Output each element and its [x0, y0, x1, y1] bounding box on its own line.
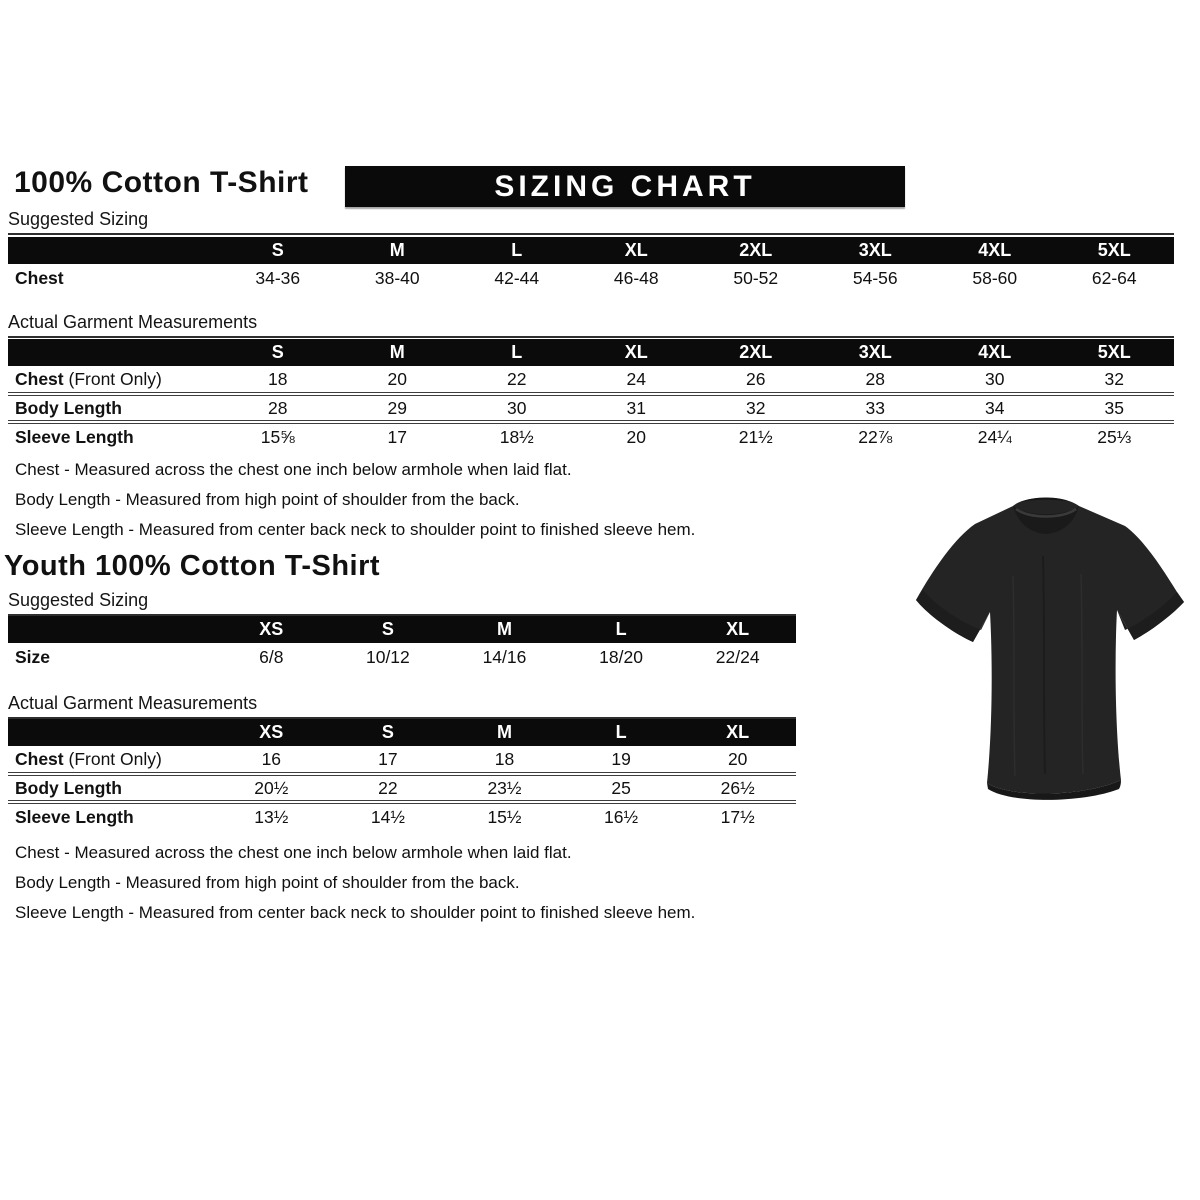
table-row — [8, 264, 1174, 292]
note-body-length: Body Length - Measured from high point of shoulder from the back. — [15, 873, 520, 892]
size-column-header: 5XL — [1055, 237, 1175, 264]
table-row — [8, 366, 1174, 394]
measurement-value: 26 — [746, 368, 766, 389]
size-column-header: XL — [679, 616, 796, 643]
size-column-header: L — [457, 237, 577, 264]
adult-actual-measurements-table — [8, 339, 1174, 450]
row-label: Chest (Front Only) — [15, 368, 162, 389]
youth-measurement-notes — [15, 838, 695, 928]
measurement-value: 20½ — [213, 774, 330, 802]
measurement-value: 17 — [378, 748, 398, 769]
size-column-header: S — [330, 616, 447, 643]
measurement-value: 24 — [626, 368, 646, 389]
measurement-value: 62-64 — [1091, 267, 1137, 288]
page-title: 100% Cotton T-Shirt — [14, 166, 309, 199]
measurement-value: 25⅓ — [1055, 422, 1175, 450]
measurement-value: 18 — [494, 748, 515, 769]
size-column-header: M — [338, 237, 458, 264]
measurement-value: 6/8 — [259, 646, 284, 667]
size-column-header: 4XL — [935, 339, 1055, 366]
measurement-value: 31 — [577, 394, 697, 422]
size-column-header: M — [446, 616, 563, 643]
measurement-value: 22⅞ — [816, 422, 936, 450]
measurement-value: 23½ — [446, 774, 563, 802]
measurement-value: 34-36 — [255, 267, 301, 288]
measurement-value: 33 — [816, 394, 936, 422]
row-label: Body Length — [8, 774, 213, 802]
table-row — [8, 422, 1174, 450]
measurement-value: 25 — [563, 774, 680, 802]
measurement-value: 21½ — [696, 422, 816, 450]
measurement-value: 17 — [338, 422, 458, 450]
measurement-value: 58-60 — [972, 267, 1018, 288]
size-column-header: L — [563, 719, 680, 746]
size-column-header: 4XL — [935, 237, 1055, 264]
measurement-value: 10/12 — [365, 646, 410, 667]
measurement-value: 14/16 — [482, 646, 527, 667]
table-row — [8, 802, 796, 830]
note-sleeve-length: Sleeve Length - Measured from center back neck to shoulder point to finished sleeve hem. — [15, 520, 696, 539]
note-chest: Chest - Measured across the chest one inch below armhole when laid flat. — [15, 460, 572, 479]
measurement-value: 54-56 — [852, 267, 898, 288]
row-label-header — [8, 719, 213, 746]
youth-actual-measurements-label: Actual Garment Measurements — [8, 693, 796, 719]
measurement-value: 22 — [507, 368, 527, 389]
youth-suggested-sizing-label: Suggested Sizing — [8, 590, 796, 616]
row-label: Sleeve Length — [8, 422, 218, 450]
measurement-value: 15⅝ — [218, 422, 338, 450]
size-column-header: 3XL — [816, 237, 936, 264]
tshirt-body — [916, 498, 1184, 794]
note-body-length: Body Length - Measured from high point of shoulder from the back. — [15, 490, 520, 509]
measurement-value: 16 — [261, 748, 282, 769]
youth-section-title: Youth 100% Cotton T-Shirt — [4, 550, 381, 582]
row-label-header — [8, 616, 213, 643]
measurement-value: 24¼ — [935, 422, 1055, 450]
note-sleeve-length: Sleeve Length - Measured from center back neck to shoulder point to finished sleeve hem. — [15, 903, 696, 922]
measurement-value: 19 — [611, 748, 631, 769]
measurement-value: 28 — [865, 368, 885, 389]
measurement-value: 15½ — [446, 802, 563, 830]
row-label-header — [8, 339, 218, 366]
measurement-value: 50-52 — [733, 267, 779, 288]
measurement-value: 20 — [387, 368, 407, 389]
size-column-header: 5XL — [1055, 339, 1175, 366]
black-tshirt-photo — [893, 486, 1198, 806]
size-column-header: L — [457, 339, 577, 366]
table-row — [8, 394, 1174, 422]
size-column-header: XL — [679, 719, 796, 746]
size-column-header: XS — [213, 616, 330, 643]
row-label: Body Length — [8, 394, 218, 422]
row-label: Sleeve Length — [8, 802, 213, 830]
measurement-value: 13½ — [213, 802, 330, 830]
row-label-header — [8, 237, 218, 264]
tshirt-illustration — [893, 486, 1198, 806]
measurement-value: 20 — [577, 422, 697, 450]
table-row — [8, 746, 796, 774]
table-row — [8, 774, 796, 802]
measurement-value: 14½ — [330, 802, 447, 830]
row-label: Chest — [15, 267, 64, 288]
measurement-value: 34 — [935, 394, 1055, 422]
size-column-header: S — [218, 339, 338, 366]
measurement-value: 30 — [985, 368, 1005, 389]
adult-actual-measurements-label: Actual Garment Measurements — [8, 312, 1174, 338]
youth-suggested-sizing-table — [8, 616, 796, 671]
size-column-header: L — [563, 616, 680, 643]
sizing-chart-banner — [345, 166, 905, 207]
measurement-value: 46-48 — [613, 267, 659, 288]
note-chest: Chest - Measured across the chest one inch below armhole when laid flat. — [15, 843, 572, 862]
measurement-value: 26½ — [679, 774, 796, 802]
measurement-value: 18/20 — [599, 646, 643, 667]
size-column-header: 3XL — [816, 339, 936, 366]
measurement-value: 28 — [218, 394, 338, 422]
size-column-header: S — [330, 719, 447, 746]
row-label: Chest (Front Only) — [15, 748, 162, 769]
measurement-value: 32 — [1104, 368, 1124, 389]
row-label: Size — [15, 646, 51, 667]
size-column-header: M — [446, 719, 563, 746]
size-column-header: XL — [577, 237, 697, 264]
size-column-header: 2XL — [696, 237, 816, 264]
measurement-value: 30 — [457, 394, 577, 422]
measurement-value: 22/24 — [715, 646, 760, 667]
adult-suggested-sizing-table — [8, 237, 1174, 292]
measurement-value: 29 — [338, 394, 458, 422]
adult-suggested-sizing-label: Suggested Sizing — [8, 209, 1174, 235]
size-column-header: S — [218, 237, 338, 264]
measurement-value: 32 — [696, 394, 816, 422]
sizing-chart-banner-text: SIZING CHART — [494, 169, 756, 203]
measurement-value: 16½ — [563, 802, 680, 830]
size-column-header: M — [338, 339, 458, 366]
size-column-header: 2XL — [696, 339, 816, 366]
measurement-value: 22 — [330, 774, 447, 802]
size-column-header: XL — [577, 339, 697, 366]
measurement-value: 18½ — [457, 422, 577, 450]
size-column-header: XS — [213, 719, 330, 746]
measurement-value: 35 — [1055, 394, 1175, 422]
measurement-value: 17½ — [679, 802, 796, 830]
measurement-value: 20 — [727, 748, 748, 769]
measurement-value: 18 — [268, 368, 288, 389]
measurement-value: 38-40 — [374, 267, 420, 288]
youth-actual-measurements-table — [8, 719, 796, 830]
table-row — [8, 643, 796, 671]
measurement-value: 42-44 — [494, 267, 540, 288]
adult-measurement-notes — [15, 455, 695, 545]
